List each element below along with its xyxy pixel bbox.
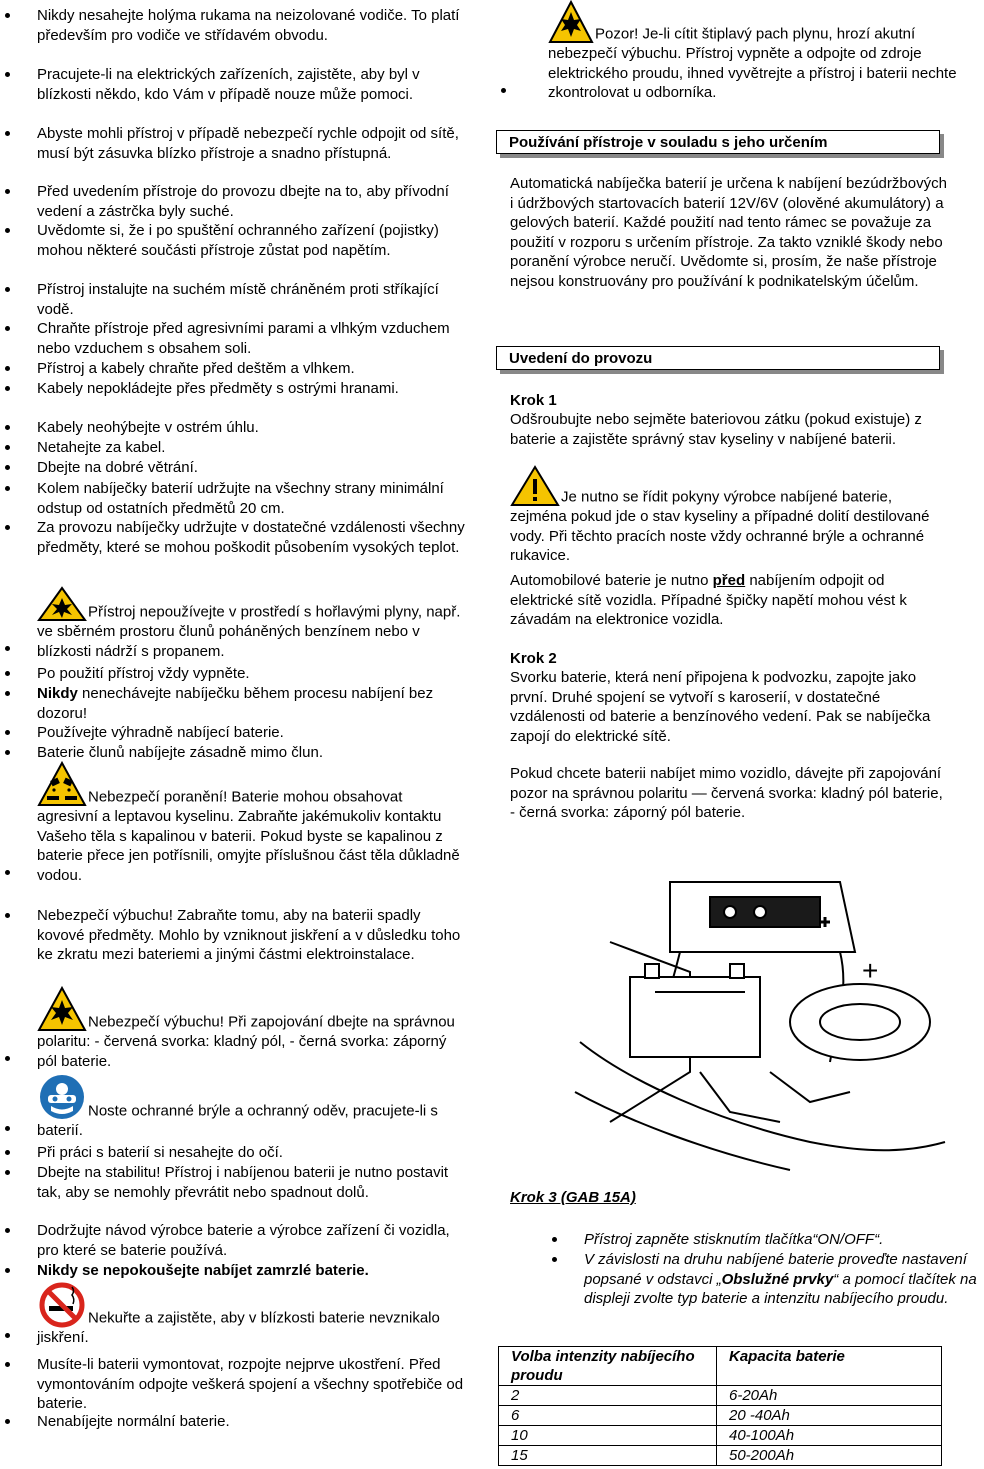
table-cell: 15 bbox=[499, 1446, 717, 1466]
safety-item: Nebezpečí výbuchu! Zabraňte tomu, aby na baterii spadly kovové předměty. Mohlo by vzniknout jiskření a v důsledku toho ke zkratu mezi bateriemi a jinými částmi elektroinstalace. bbox=[0, 906, 467, 965]
caution-notice: Pozor! Je-li cítit štiplavý pach plynu, hrozí akutní nebezpečí výbuchu. Přístroj vypněte a odpojte od zdroje elektrického proudu, ihned vyvětrejte a přístroj i baterii nechte zkontrolovat u odborníka. bbox=[496, 0, 963, 103]
step-text: Pokud chcete baterii nabíjet mimo vozidlo, dávejte při zapojování pozor na správnou polaritu — červená svorka: kladný pól baterie, - černá svorka: záporný pól baterie. bbox=[510, 765, 943, 822]
safety-item: Musíte-li baterii vymontovat, rozpojte nejprve ukostření. Před vymontováním odpojte veškerá spojení a všechny spotřebiče od baterie. bbox=[0, 1355, 467, 1414]
disconnect-text: Automobilové baterie je nutno před nabíjením odpojit od elektrické sítě vozidla. Případné špičky napětí mohou vést k závadám na elektronice vozidla. bbox=[510, 572, 907, 629]
step3-item: V závislosti na druhu nabíjené baterie proveďte nastavení popsané v odstavci „Obslužné prvky“ a pomocí tlačítek na displeji zvolte typ baterie a intenzitu nabíjecího proudu. bbox=[547, 1250, 984, 1309]
safety-item: Baterie člunů nabíjejte zásadně mimo člun. bbox=[0, 743, 467, 763]
corrosive-warning-icon bbox=[37, 761, 87, 807]
table-row bbox=[499, 1426, 942, 1446]
intended-use-text: Automatická nabíječka baterií je určena k nabíjení bezúdržbových i údržbových startovacích baterií 12V/6V (olověné akumulátory) a gelových baterií. Každé použití nad tento rámec se považuje za použití v rozporu s určením přístroje. Za takto vzniklé škody nebo poranění výrobce neručí. Uvědomte si, prosím, že naše přístroje nejsou konstruovány pro používání k podnikatelským účelům. bbox=[510, 175, 947, 290]
safety-item: Kolem nabíječky baterií udržujte na všechny strany minimální odstup od ostatních předmětů 20 cm. bbox=[0, 479, 467, 518]
safety-item: Nikdy nenechávejte nabíječku během procesu nabíjení bez dozoru! bbox=[0, 684, 467, 723]
safety-item: Chraňte přístroje před agresivními parami a vlhkým vzduchem nebo vzduchem s obsahem soli. bbox=[0, 319, 467, 358]
safety-item: Před uvedením přístroje do provozu dbejte na to, aby přívodní vedení a zástrčka byly suché. bbox=[0, 182, 467, 221]
safety-item: Dbejte na dobré větrání. bbox=[0, 458, 467, 478]
no-smoking-icon bbox=[37, 1282, 87, 1328]
safety-item: Dodržujte návod výrobce baterie a výrobce zařízení či vozidla, pro které se baterie používá. bbox=[0, 1221, 467, 1260]
safety-item: Uvědomte si, že i po spuštění ochranného zařízení (pojistky) mohou některé součásti přístroje zůstat pod napětím. bbox=[0, 221, 467, 260]
flammable-gas-warning: Přístroj nepoužívejte v prostředí s hořlavými plyny, např. ve sběrném prostoru člunů poháněných benzínem nebo v blízkosti nádrží s propanem. bbox=[0, 586, 467, 661]
safety-item: Při práci s baterií si nesahejte do očí. bbox=[0, 1143, 467, 1163]
charge-current-table bbox=[498, 1346, 942, 1466]
safety-item: Pracujete-li na elektrických zařízeních, zajistěte, aby byl v blízkosti někdo, kdo Vám v případě nouze může pomoci. bbox=[0, 65, 467, 104]
step-title: Krok 2 bbox=[510, 650, 557, 667]
table-header: Volba intenzity nabíjecího proudu bbox=[499, 1347, 717, 1386]
safety-item: Abyste mohli přístroj v případě nebezpečí rychle odpojit od sítě, musí být zásuvka blízko přístroje a snadno přístupná. bbox=[0, 124, 467, 163]
caution-icon bbox=[548, 0, 594, 44]
table-cell: 50-200Ah bbox=[717, 1446, 942, 1466]
injury-warning: Nebezpečí poranění! Baterie mohou obsahovat agresivní a leptavou kyselinu. Zabraňte jakémukoliv kontaktu Vašeho těla s kapalinou v baterii. Pokud byste se kapalinou z baterie přece jen potřísnili, omyjte příslušnou část těla důkladně vodou. bbox=[0, 761, 467, 885]
explosion-warning-icon bbox=[37, 586, 87, 622]
step-title: Krok 3 (GAB 15A) bbox=[510, 1189, 636, 1206]
goggles-mandatory-icon bbox=[37, 1073, 87, 1121]
table-cell: 6-20Ah bbox=[717, 1386, 942, 1406]
car-battery-illustration bbox=[570, 842, 950, 1172]
step-title: Krok 1 bbox=[510, 392, 557, 409]
table-row bbox=[499, 1406, 942, 1426]
safety-item: Přístroj a kabely chraňte před deštěm a vlhkem. bbox=[0, 359, 467, 379]
safety-item: Po použití přístroj vždy vypněte. bbox=[0, 664, 467, 684]
table-row bbox=[499, 1386, 942, 1406]
safety-item: Nenabíjejte normální baterie. bbox=[0, 1412, 467, 1432]
safety-item: Přístroj instalujte na suchém místě chráněném proti stříkající vodě. bbox=[0, 280, 467, 319]
step-text: Odšroubujte nebo sejměte bateriovou zátku (pokud existuje) z baterie a zajistěte správný stav kyseliny v nabíjené baterii. bbox=[510, 411, 922, 448]
safety-item: Kabely neohýbejte v ostrém úhlu. bbox=[0, 418, 467, 438]
section-heading: Používání přístroje v souladu s jeho určením bbox=[496, 130, 940, 154]
table-row bbox=[499, 1446, 942, 1466]
no-smoking-notice: Nekuřte a zajistěte, aby v blízkosti baterie nevznikalo jiskření. bbox=[0, 1282, 467, 1348]
goggles-notice: Noste ochranné brýle a ochranný oděv, pracujete-li s baterií. bbox=[0, 1073, 467, 1141]
table-cell: 40-100Ah bbox=[717, 1426, 942, 1446]
safety-item: Nikdy nesahejte holýma rukama na neizolované vodiče. To platí především pro vodiče ve střídavém obvodu. bbox=[0, 6, 467, 45]
section-heading: Uvedení do provozu bbox=[496, 346, 940, 370]
safety-item: Dbejte na stabilitu! Přístroj i nabíjenou baterii je nutno postavit tak, aby se nemohly převrátit nebo spadnout dolů. bbox=[0, 1163, 467, 1202]
table-cell: 2 bbox=[499, 1386, 717, 1406]
explosion-warning-icon bbox=[37, 986, 87, 1032]
table-cell: 6 bbox=[499, 1406, 717, 1426]
polarity-warning: Nebezpečí výbuchu! Při zapojování dbejte na správnou polaritu: - červená svorka: kladný pól, - černá svorka: záporný pól baterie. bbox=[0, 986, 467, 1071]
safety-item: Nikdy se nepokoušejte nabíjet zamrzlé baterie. bbox=[0, 1261, 467, 1281]
safety-item: Za provozu nabíječky udržujte v dostatečné vzdálenosti všechny předměty, které se mohou poškodit působením vysokých teplot. bbox=[0, 518, 467, 557]
step-text: Svorku baterie, která není připojena k podvozku, zapojte jako první. Druhé spojení se vytvoří s karoserií, v dostatečné vzdálenosti od baterie a benzínového vedení. Pak se nabíječka zapojí do elektrické sítě. bbox=[510, 669, 931, 745]
caution-icon bbox=[510, 465, 560, 507]
safety-item: Používejte výhradně nabíjecí baterie. bbox=[0, 723, 467, 743]
step3-item: Přístroj zapněte stisknutím tlačítka“ON/OFF“. bbox=[547, 1230, 984, 1250]
battery-warning: Je nutno se řídit pokyny výrobce nabíjené baterie, zejména pokud jde o stav kyseliny a případné dolití destilované vody. Při těchto pracích noste vždy ochranné brýle a ochranné rukavice. bbox=[510, 465, 950, 566]
safety-item: Netahejte za kabel. bbox=[0, 438, 467, 458]
svg-text:+: + bbox=[862, 955, 879, 986]
table-cell: 20 -40Ah bbox=[717, 1406, 942, 1426]
safety-item: Kabely nepokládejte přes předměty s ostrými hranami. bbox=[0, 379, 467, 399]
table-header: Kapacita baterie bbox=[717, 1347, 942, 1386]
table-cell: 10 bbox=[499, 1426, 717, 1446]
